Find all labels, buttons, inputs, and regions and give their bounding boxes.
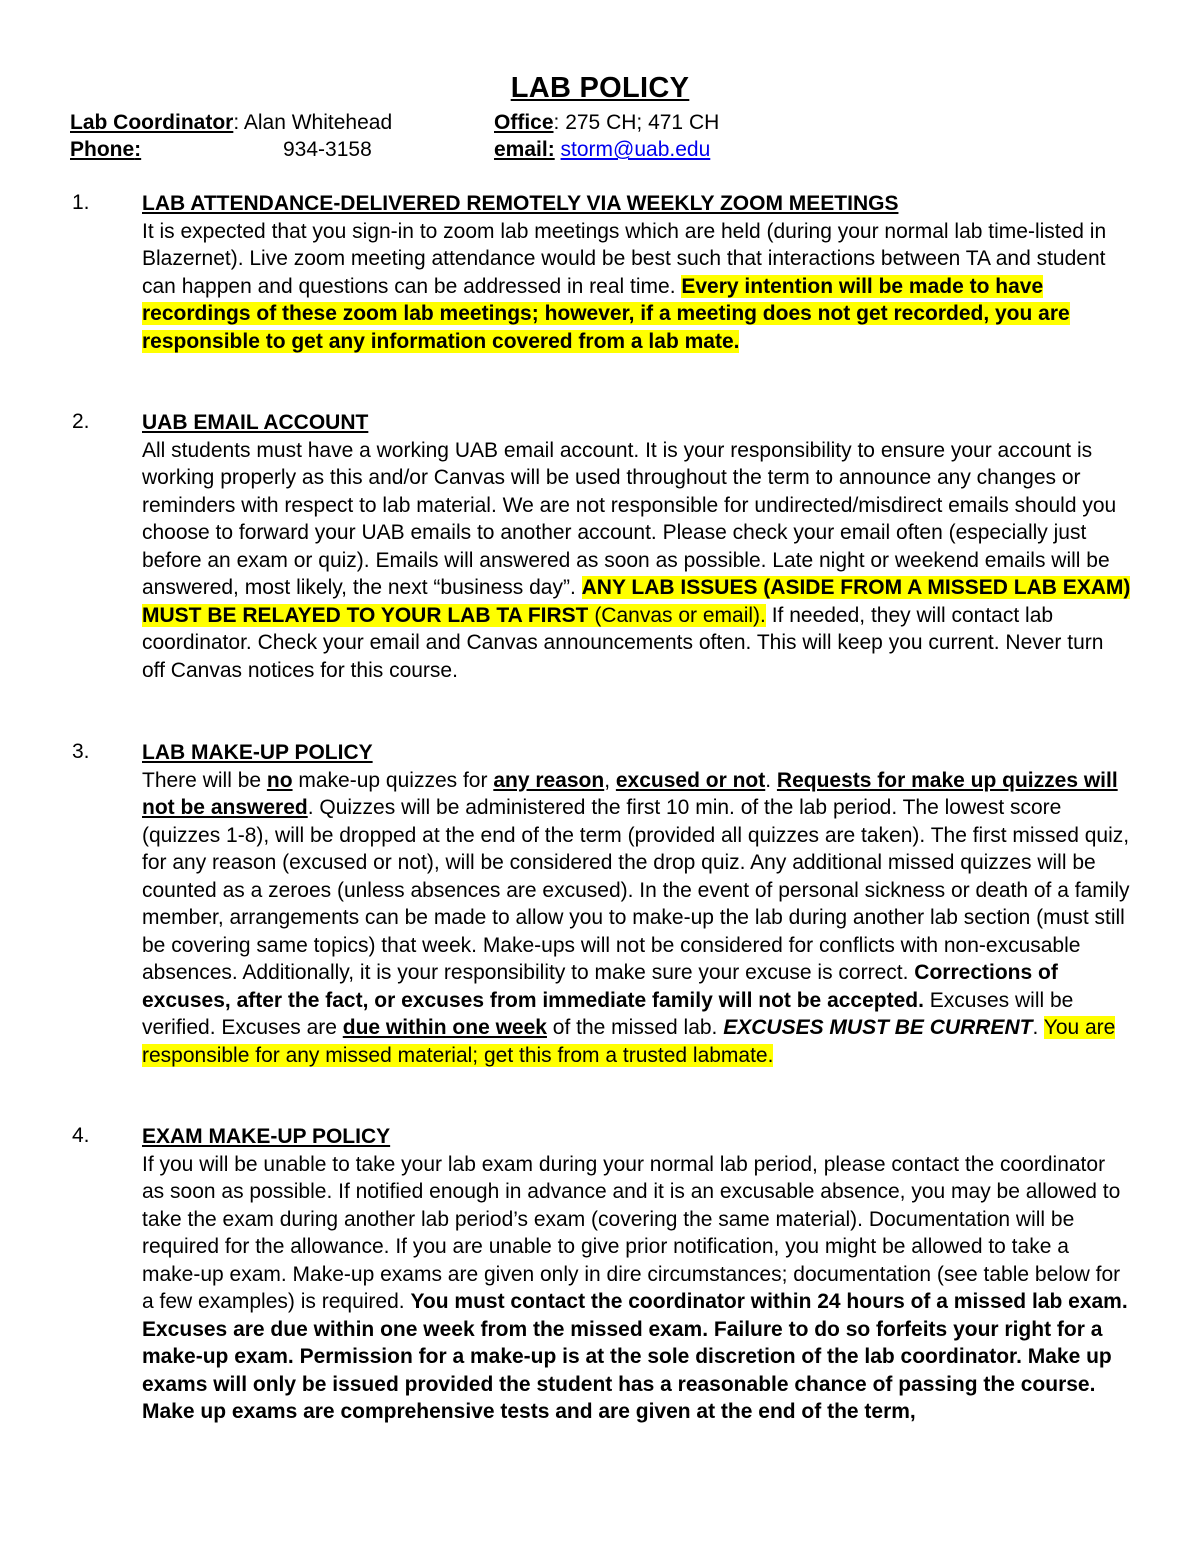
section-email [142, 409, 1132, 684]
email-link[interactable]: storm@uab.edu [560, 138, 711, 161]
section-heading: EXAM MAKE-UP POLICY [142, 1125, 391, 1148]
section-lab-makeup [142, 739, 1132, 1069]
section-number: 2. [72, 410, 90, 433]
office-line: Office: 275 CH; 471 CH [494, 111, 720, 134]
section-number: 4. [72, 1124, 90, 1147]
office-value: 275 CH; 471 CH [565, 111, 720, 134]
phone-value: 934-3158 [283, 138, 372, 161]
coordinator-label: Lab Coordinator [70, 111, 234, 134]
coordinator-line: Lab Coordinator: Alan Whitehead [70, 111, 393, 134]
phone-label: Phone [70, 138, 135, 161]
email-line [494, 137, 710, 163]
section-heading: LAB ATTENDANCE-DELIVERED REMOTELY VIA WEEKLY ZOOM MEETINGS [142, 192, 899, 215]
email-label: email: [494, 138, 555, 161]
section-number: 1. [72, 191, 90, 214]
section-heading: LAB MAKE-UP POLICY [142, 741, 373, 764]
office-label: Office [494, 111, 554, 134]
section-body: All students must have a working UAB email account. It is your responsibility to ensure your account is working properly as this and/or Canvas will be used throughout the term to announce any changes or reminders with respect to lab material. We are not responsible for undirected/misdirect emails should you choose to forward your UAB emails to another account. Please check your email often (especially just before an exam or quiz). Emails will answered as soon as possible. Late night or weekend emails will be answered, most likely, the next “business day”. ANY LAB ISSUES (ASIDE FROM A MISSED LAB EXAM) MUST BE RELAYED TO YOUR LAB TA FIRST (Canvas or email). If needed, they will contact lab coordinator. Check your email and Canvas announcements often. This will keep you current. Never turn off Canvas notices for this course. [142, 438, 1131, 682]
section-number: 3. [72, 740, 90, 763]
coordinator-value: Alan Whitehead [243, 111, 393, 134]
phone-line: Phone: [70, 138, 142, 161]
highlighted-text: Every intention will be made to have recordings of these zoom lab meetings; however, if a meeting does not get recorded, you are responsible to get any information covered from a lab mate. [142, 274, 1070, 353]
highlighted-text: You are responsible for any missed material; get this from a trusted labmate. [142, 1016, 1116, 1067]
section-exam-makeup [142, 1123, 1132, 1426]
highlighted-text: (Canvas or email). [588, 603, 766, 627]
section-body: It is expected that you sign-in to zoom lab meetings which are held (during your normal lab time-listed in Blazernet). Live zoom meeting attendance would be best such that interactions between TA and student can happen and questions can be addressed in real time. Every intention will be made to have recordings of these zoom lab meetings; however, if a meeting does not get recorded, you are responsible to get any information covered from a lab mate. [142, 219, 1107, 353]
section-body: If you will be unable to take your lab exam during your normal lab period, please contact the coordinator as soon as possible. If notified enough in advance and it is an excusable absence, you may be allowed to take the exam during another lab period’s exam (covering the same material). Documentation will be required for the allowance. If you are unable to give prior notification, you might be allowed to take a make-up exam. Make-up exams are given only in dire circumstances; documentation (see table below for a few examples) is required. You must contact the coordinator within 24 hours of a missed lab exam. Excuses are due within one week from the missed exam. Failure to do so forfeits your right for a make-up exam. Permission for a make-up is at the sole discretion of the lab coordinator. Make up exams will only be issued provided the student has a reasonable chance of passing the course. Make up exams are comprehensive tests and are given at the end of the term, [142, 1152, 1128, 1423]
section-attendance [142, 190, 1132, 355]
section-body: There will be no make-up quizzes for any reason, excused or not. Requests for make up quizzes will not be answered. Quizzes will be administered the first 10 min. of the lab period. The lowest score (quizzes 1-8), will be dropped at the end of the term (provided all quizzes are taken). The first missed quiz, for any reason (excused or not), will be considered the drop quiz. Any additional missed quizzes will be counted as a zeroes (unless absences are excused). In the event of personal sickness or death of a family member, arrangements can be made to allow you to make-up the lab during another lab section (must still be covering same topics) that week. Make-ups will not be considered for conflicts with non-excusable absences. Additionally, it is your responsibility to make sure your excuse is correct. Corrections of excuses, after the fact, or excuses from immediate family will not be accepted. Excuses will be verified. Excuses are due within one week of the missed lab. EXCUSES MUST BE CURRENT. You are responsible for any missed material; get this from a trusted labmate. [142, 768, 1130, 1067]
section-heading: UAB EMAIL ACCOUNT [142, 411, 369, 434]
page-title: LAB POLICY [510, 72, 690, 104]
highlighted-text: ANY LAB ISSUES (ASIDE FROM A MISSED LAB EXAM) MUST BE RELAYED TO YOUR LAB TA FIRST [142, 576, 1131, 627]
